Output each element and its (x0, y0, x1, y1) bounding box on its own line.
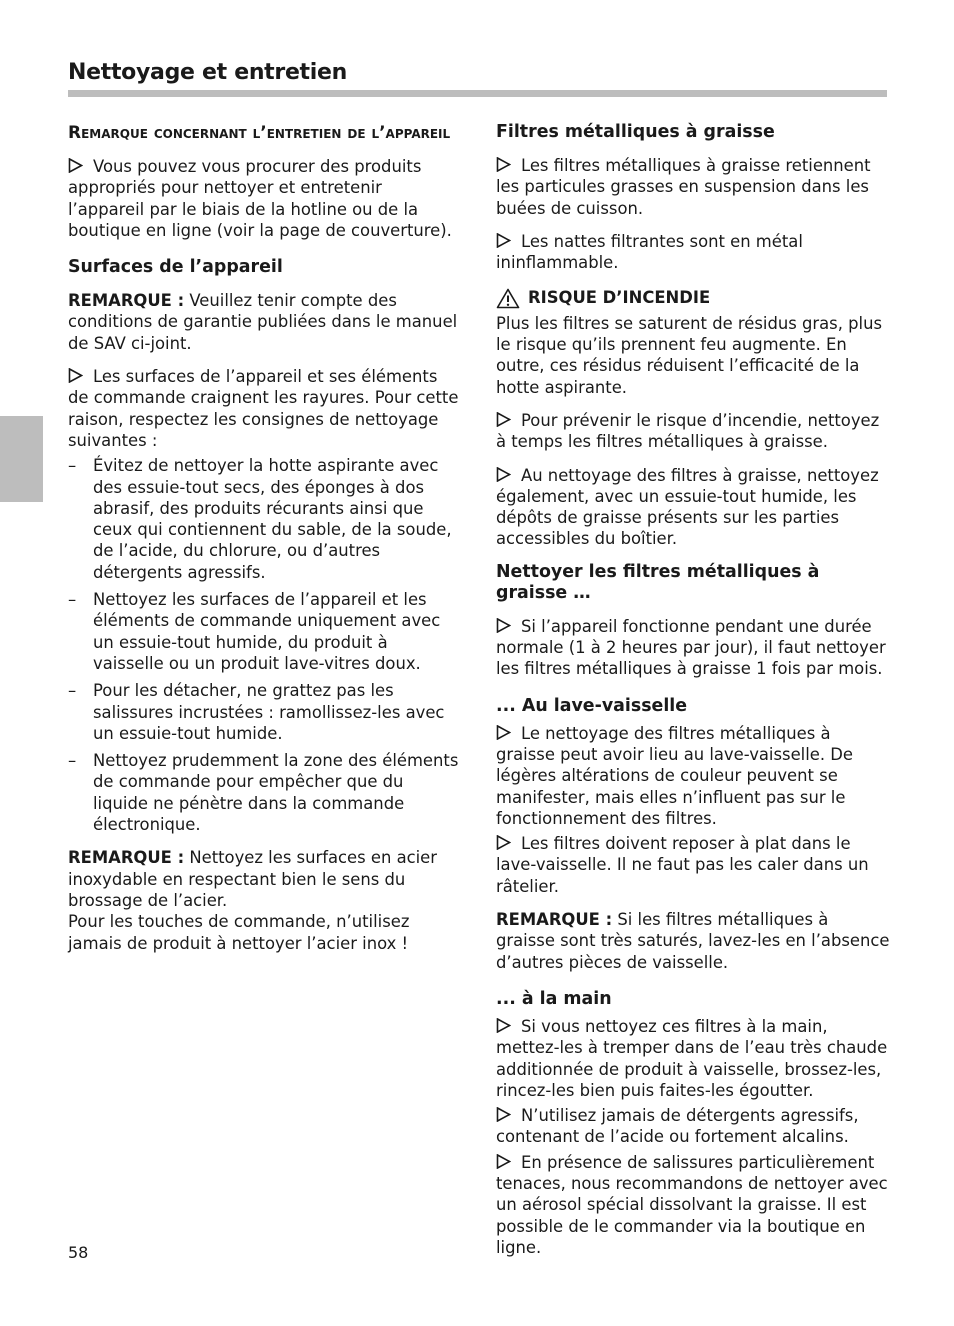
page-title: Nettoyage et entretien (68, 60, 348, 85)
paragraph-text: Les nattes filtrantes sont en métal ininflammable. (496, 231, 803, 273)
triangle-bullet-icon (496, 1154, 511, 1169)
note-label: REMARQUE : (496, 910, 613, 930)
paragraph (496, 616, 891, 680)
triangle-bullet-icon (496, 618, 511, 633)
title-rule (68, 90, 887, 97)
list-item-text: Nettoyez les surfaces de l’appareil et les éléments de commande uniquement avec un essuie-tout humide, du produit à vaisselle ou un produit lave-vitres doux. (93, 590, 441, 673)
heading-lave-vaisselle: ... Au lave-vaisselle (496, 695, 688, 716)
side-tab (0, 416, 43, 502)
paragraph (496, 155, 891, 219)
triangle-bullet-icon (68, 368, 83, 383)
paragraph-text: Pour prévenir le risque d’incendie, nettoyez à temps les filtres métalliques à graisse. (496, 410, 880, 452)
cleaning-list (68, 455, 463, 835)
paragraph (496, 231, 891, 274)
dash-marker: – (68, 590, 77, 610)
paragraph (496, 465, 891, 550)
paragraph (68, 366, 463, 451)
paragraph (496, 410, 891, 453)
dash-marker: – (68, 751, 77, 771)
triangle-bullet-icon (496, 412, 511, 427)
page-number: 58 (68, 1243, 89, 1262)
note-paragraph (68, 290, 463, 354)
note-label: REMARQUE : (68, 291, 185, 311)
list-item (68, 750, 463, 835)
paragraph (68, 156, 463, 241)
paragraph-text: N’utilisez jamais de détergents agressifs, contenant de l’acide ou fortement alcalins. (496, 1106, 859, 1147)
warning-text: Plus les filtres se saturent de résidus gras, plus le risque qu’ils prennent feu augmente. En outre, ces résidus réduisent l’efficacité de la hotte aspirante. (496, 313, 883, 397)
list-item (68, 680, 463, 744)
note-label: REMARQUE : (68, 848, 185, 868)
warning-heading (496, 287, 891, 308)
paragraph (496, 1152, 891, 1258)
list-item-text: Évitez de nettoyer la hotte aspirante avec des essuie-tout secs, des éponges à dos abrasif, des produits récurants ainsi que ceux qui contiennent du sable, de la soude, de l’acide, du chlorure, ou d’autres détergents agressifs. (93, 456, 452, 582)
triangle-bullet-icon (496, 1107, 511, 1122)
heading-a-la-main: ... à la main (496, 988, 612, 1009)
paragraph (496, 1016, 891, 1101)
list-item-text: Nettoyez prudemment la zone des éléments de commande pour empêcher que du liquide ne pénètre dans la commande électronique. (93, 751, 459, 835)
paragraph (496, 1105, 891, 1148)
paragraph-text: En présence de salissures particulièrement tenaces, nous recommandons de nettoyer avec un aérosol spécial dissolvant la graisse. Il est possible de le commander via la boutique en ligne. (496, 1152, 888, 1257)
paragraph-text: Les filtres métalliques à graisse retiennent les particules grasses en suspension dans les buées de cuisson. (496, 156, 871, 218)
paragraph-text: Au nettoyage des filtres à graisse, nettoyez également, avec un essuie-tout humide, les dépôts de graisse présents sur les parties accessibles du boîtier. (496, 465, 879, 549)
paragraph-text: Vous pouvez vous procurer des produits appropriés pour nettoyer et entretenir l’appareil par le biais de la hotline ou de la boutique en ligne (voir la page de couverture). (68, 157, 452, 240)
note-paragraph (68, 847, 463, 911)
paragraph (496, 723, 891, 829)
triangle-bullet-icon (496, 725, 511, 740)
heading-nettoyer-filtres: Nettoyer les filtres métalliques à graisse … (496, 561, 820, 603)
paragraph-text: Pour les touches de commande, n’utilisez jamais de produit à nettoyer l’acier inox ! (68, 912, 410, 953)
paragraph (496, 833, 891, 897)
left-column (68, 122, 463, 966)
heading-remarque-entretien: Remarque concernant l’entretien de l’appareil (68, 123, 451, 143)
list-item (68, 589, 463, 674)
note-text: Si les filtres métalliques à graisse sont très saturés, lavez-les en l’absence d’autres pièces de vaisselle. (496, 910, 890, 972)
paragraph-text: Si vous nettoyez ces filtres à la main, mettez-les à tremper dans de l’eau très chaude additionnée de produit à vaisselle, brossez-les, rincez-les bien puis faites-les égoutter. (496, 1016, 888, 1100)
list-item (68, 455, 463, 583)
triangle-bullet-icon (68, 158, 83, 173)
paragraph-text: Le nettoyage des filtres métalliques à graisse peut avoir lieu au lave-vaisselle. De légères altérations de couleur peuvent se manifester, mais elles n’influent pas sur le fonctionnement des filtres. (496, 723, 853, 828)
right-column (496, 122, 891, 1270)
heading-surfaces: Surfaces de l’appareil (68, 257, 283, 278)
note-text: Nettoyez les surfaces en acier inoxydable en respectant bien le sens du brossage de l’acier. (68, 848, 438, 910)
paragraph-text: Les filtres doivent reposer à plat dans le lave-vaisselle. Il ne faut pas les caler dans un râtelier. (496, 834, 869, 896)
triangle-bullet-icon (496, 467, 511, 482)
dash-marker: – (68, 681, 77, 701)
triangle-bullet-icon (496, 233, 511, 248)
heading-filtres: Filtres métalliques à graisse (496, 122, 775, 142)
note-text: Veuillez tenir compte des conditions de garantie publiées dans le manuel de SAV ci-joint. (68, 291, 458, 353)
triangle-bullet-icon (496, 1018, 511, 1033)
triangle-bullet-icon (496, 157, 511, 172)
warning-triangle-icon (496, 288, 520, 309)
list-item-text: Pour les détacher, ne grattez pas les salissures incrustées : ramollissez-les avec un essuie-tout humide. (93, 681, 445, 743)
triangle-bullet-icon (496, 835, 511, 850)
paragraph-text: Si l’appareil fonctionne pendant une durée normale (1 à 2 heures par jour), il faut nettoyer les filtres métalliques à graisse 1 fois par mois. (496, 616, 886, 679)
note-paragraph (496, 909, 891, 973)
warning-title: RISQUE D’INCENDIE (528, 288, 711, 308)
dash-marker: – (68, 456, 77, 476)
paragraph-text: Les surfaces de l’appareil et ses éléments de commande craignent les rayures. Pour cette raison, respectez les consignes de nettoyage suivantes : (68, 367, 459, 450)
